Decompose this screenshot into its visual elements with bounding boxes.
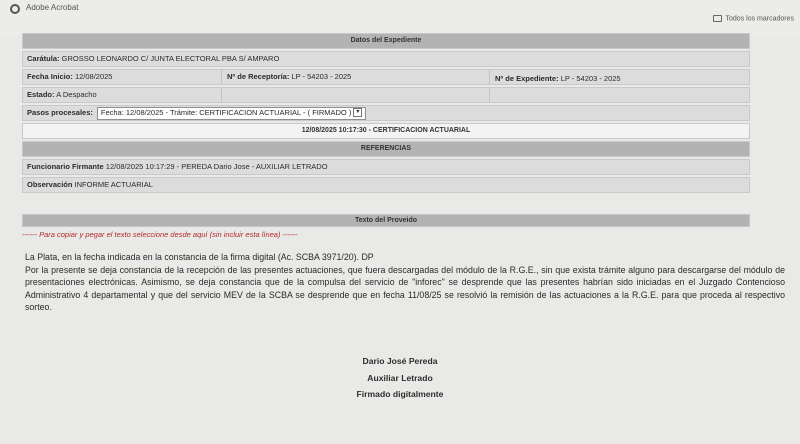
expediente-panel [22,33,750,195]
fecha-inicio-value: 12/08/2025 [74,72,113,81]
estado-row [22,87,750,103]
caratula-value: GROSSO LEONARDO C/ JUNTA ELECTORAL PBA S/ AMPARO [61,54,280,63]
estado-label: Estado: [27,90,55,99]
browser-tab-icon [10,4,20,14]
funcionario-value: 12/08/2025 10:17:29 - PEREDA Dario Jose - AUXILIAR LETRADO [105,162,328,171]
pasos-procesales-select[interactable] [97,107,366,120]
fecha-receptoria-row [22,69,750,85]
all-bookmarks-button[interactable] [713,15,794,22]
caratula-label: Carátula: [27,54,60,63]
datos-expediente-header: Datos del Expediente [22,33,750,49]
expediente-number-value: LP - 54203 - 2025 [560,74,621,83]
pasos-procesales-selected: Fecha: 12/08/2025 - Trámite: CERTIFICACION ACTUARIAL - ( FIRMADO ) [100,107,352,117]
observacion-value: INFORME ACTUARIAL [74,180,153,189]
receptoria-value: LP - 54203 - 2025 [291,72,352,81]
tramite-header: 12/08/2025 10:17:30 - CERTIFICACION ACTUARIAL [22,123,750,139]
expediente-number-label: Nº de Expediente: [495,74,559,83]
caratula-row [22,51,750,67]
fecha-inicio-label: Fecha Inicio: [27,72,73,81]
proveido-paragraph: Por la presente se deja constancia de la recepción de las presentes actuaciones, que fuera descargadas del módulo de la R.G.E., sin que exista trámite alguno para descargarse del módulo de presentaciones electrónicas. Asimismo, se deja constancia que de la compulsa del servicio de "inforec" se desprende que las presentes habrían sido iniciadas en el Juzgado Contencioso Administrativo 4 departamental y que del servicio MEV de la SCBA se desprende que en fecha 11/08/25 se resolvió la remisión de las actuaciones a la R.G.E. para que proceda al respectivo sorteo. [25,264,785,312]
pasos-procesales-label: Pasos procesales: [27,108,93,117]
proveido-first-line: La Plata, en la fecha indicada en la constancia de la firma digital (Ac. SCBA 3971/20). DP [25,252,374,262]
chevron-down-icon: ▾ [353,108,362,117]
receptoria-label: Nº de Receptoría: [227,72,290,81]
signature-note: Firmado digitalmente [356,389,444,399]
texto-proveido-header: Texto del Proveido [22,214,750,227]
pasos-procesales-row [22,105,750,121]
signer-role: Auxiliar Letrado [367,373,433,383]
browser-top-bar [0,0,800,36]
bookmarks-label: Todos los marcadores [725,15,794,23]
browser-tab-title[interactable]: Adobe Acrobat [26,3,79,12]
signer-name: Dario José Pereda [362,356,438,366]
observacion-row [22,177,750,193]
proveido-body [25,251,785,314]
estado-value: A Despacho [56,90,97,99]
copy-hint: ------ Para copiar y pegar el texto seleccione desde aquí (sin incluir esta línea) ------ [22,230,298,239]
observacion-label: Observación [27,180,73,189]
funcionario-label: Funcionario Firmante [27,162,104,171]
referencias-header: REFERENCIAS [22,141,750,157]
funcionario-row [22,159,750,175]
folder-icon [713,15,722,22]
